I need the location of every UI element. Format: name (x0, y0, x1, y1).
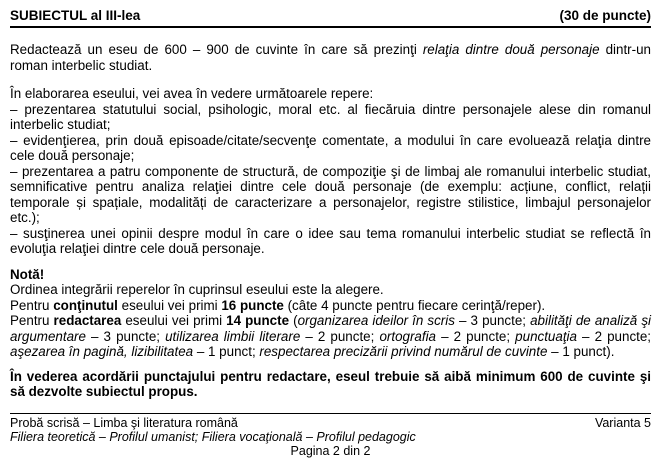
note-bold-continutul: conţinutul (53, 297, 118, 313)
intro-text-end: dintr-un roman interbelic studiat. (10, 42, 651, 73)
note-line-content-points (10, 298, 651, 314)
footer-exam-label: Probă scrisă – Limba şi literatura română (10, 415, 238, 430)
note-text: – 2 puncte; (436, 328, 516, 344)
note-italic-criterion: abilităţi de analiză şi argumentare (10, 313, 652, 344)
note-text: eseului vei primi (117, 297, 222, 313)
note-bold-14-puncte: 14 puncte (226, 313, 290, 329)
note-italic-criterion: respectarea precizării privind numărul de cuvinte (259, 344, 548, 360)
intro-paragraph (10, 42, 651, 73)
note-italic-criterion: punctuaţia (515, 328, 577, 344)
note-text: Pentru (10, 313, 54, 329)
document-body (10, 42, 651, 400)
warning-paragraph: În vederea acordării punctajului pentru redactare, eseul trebuie să aibă minimum 600 de cuvinte şi să dezvolte subiectul propus. (10, 368, 651, 400)
guideline-item: – prezentarea a patru componente de structură, de compoziţie şi de limbaj ale romanului interbelic studiat, semnificative pentru analiza relaţiei dintre cele două personaje (de exemplu: acțiune, conflict, relații temporale și spațiale, modalități de caracterizare a personajelor, registre stilistice, limbajul personajelor etc.); (10, 163, 651, 226)
note-text: – 3 puncte; (85, 328, 166, 344)
note-bold-16-puncte: 16 puncte (221, 297, 284, 313)
footer-track-label: Filiera teoretică – Profilul umanist; Filiera vocaţională – Profilul pedagogic (10, 429, 416, 444)
guideline-item: – susţinerea unei opinii despre modul în care o idee sau tema romanului interbelic studiat se reflectă în evoluţia relaţiei dintre cele două personaje. (10, 225, 651, 257)
note-italic-criterion: aşezarea în pagină, lizibilitatea (10, 344, 194, 360)
note-text: eseului vei primi (121, 313, 227, 329)
note-italic-criterion: ortografia (379, 328, 437, 344)
note-section (10, 267, 651, 360)
subject-title: SUBIECTUL al III-lea (10, 8, 141, 23)
footer-page-label: Pagina 2 din 2 (290, 443, 371, 458)
points-label: (30 de puncte) (559, 8, 651, 23)
note-text: – 3 puncte; (454, 313, 531, 329)
note-line-order: Ordinea integrării reperelor în cuprinsul eseului este la alegere. (10, 282, 384, 298)
guidelines-lead: În elaborarea eseului, vei avea în vedere următoarele repere: (10, 86, 374, 102)
note-text: Pentru (10, 297, 54, 313)
note-italic-criterion: organizarea ideilor în scris (297, 313, 455, 329)
note-heading: Notă! (10, 266, 45, 282)
note-italic-criterion: utilizarea limbii literare (165, 328, 301, 344)
guideline-item: – evidenţierea, prin două episoade/citate/secvenţe comentate, a modului în care evoluează relaţia dintre cele două personaje; (10, 132, 651, 164)
note-text: ( (289, 313, 298, 329)
footer-row-exam (10, 416, 651, 430)
note-bold-redactarea: redactarea (53, 313, 122, 329)
document-header (10, 8, 651, 28)
note-line-redaction-points (10, 313, 651, 360)
note-text: – 2 puncte; (300, 328, 380, 344)
note-text: (câte 4 puncte pentru fiecare cerinţă/reper). (283, 297, 546, 313)
intro-italic-phrase: relaţia dintre două personaje (422, 42, 600, 57)
note-text: – 2 puncte; (576, 328, 652, 344)
document-footer (10, 413, 651, 458)
guideline-item: – prezentarea statutului social, psihologic, moral etc. al fiecăruia dintre personajele alese din romanul interbelic studiat; (10, 101, 651, 133)
intro-text: Redactează un eseu de 600 – 900 de cuvinte în care să prezinţi (10, 42, 423, 57)
note-text: – 1 punct). (547, 344, 615, 360)
note-text: – 1 punct; (193, 344, 260, 360)
footer-variant-label: Varianta 5 (594, 415, 651, 430)
guidelines-section (10, 86, 651, 257)
